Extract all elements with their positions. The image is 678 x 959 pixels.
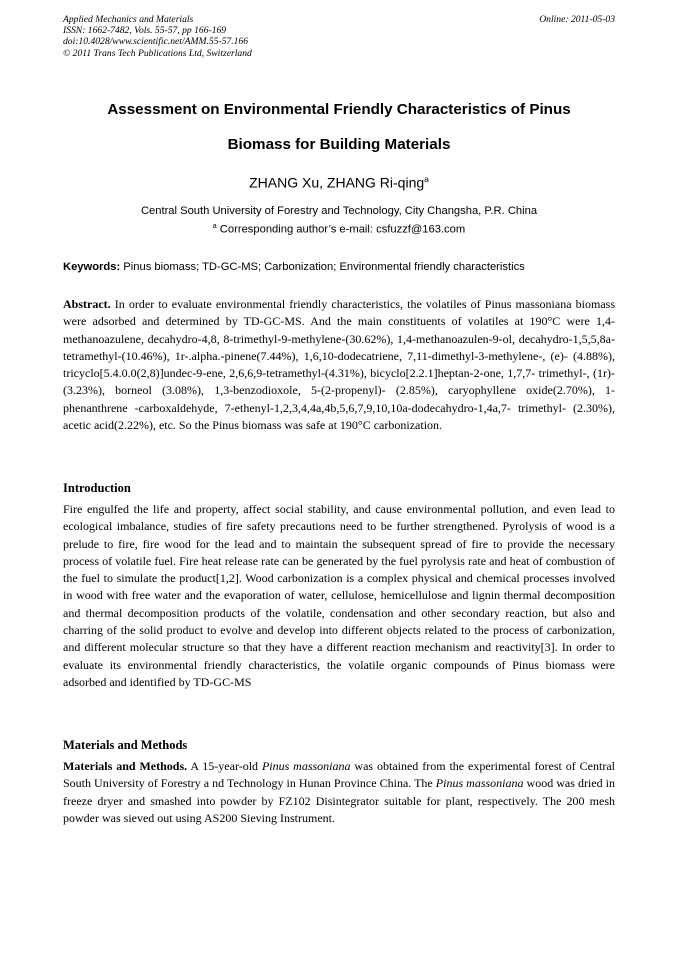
institution: Central South University of Forestry and Technology, City Changsha, P.R. China: [140, 205, 538, 217]
methods-text-c: wood was dried in freeze dryer and smashed into powder by FZ102 Disintegrator suitable for plant, respectively. The 200 mesh powder was sieved out using AS200 Sieving Instrument.: [63, 776, 615, 825]
doi[interactable]: doi:10.4028/www.scientific.net/AMM.55-57.166: [63, 36, 249, 48]
online-date: Online: 2011-05-03: [539, 14, 615, 25]
title-line-1: Assessment on Environmental Friendly Characteristics of Pinus: [107, 101, 571, 118]
issn: ISSN: 1662-7482, Vols. 55-57, pp 166-169: [63, 25, 227, 37]
keywords-label: Keywords:: [63, 261, 121, 273]
introduction-text: Fire engulfed the life and property, affect social stability, and cause environmental pollution, and even lead to ecological imbalance, studies of fire safety precautions need to be further strengthened. Pyrolysis of wood is a prelude to fire, fire wood for the lead and to maintain the subsequent spread of fire to provide the necessary process of volatile fuel. Fire heat release rate can be generated by the fuel pyrolysis rate and heat of combustion of the fuel to simulate the product[1,2]. Wood carbonization is a complex physical and chemical processes involved in wood with free water and the evaporation of water, cellulose, hemicellulose and lignin thermal decomposition and thermal decomposition products of the volatile, condensation and other secondary reaction, but also and charring of the solid product to evolve and develop into different objects related to the process of carbonization, and different molecular structure so that they have a different reaction mechanism and reactivity[3]. In order to evaluate its environmental friendly characteristics, the volatile organic compounds of Pinus biomass were adsorbed and identified by TD-GC-MS: [63, 502, 615, 689]
authors: [63, 174, 615, 191]
keywords-text: Pinus biomass; TD-GC-MS; Carbonization; Environmental friendly characteristics: [120, 261, 525, 273]
methods-label: Materials and Methods.: [63, 759, 188, 773]
introduction-heading: Introduction: [63, 481, 131, 495]
paper-title: [63, 92, 615, 162]
corresponding-author: [63, 219, 615, 238]
methods-heading: Materials and Methods: [63, 738, 188, 752]
species-name-2: Pinus massoniana: [435, 776, 524, 791]
keywords: [63, 259, 615, 275]
species-name-1: Pinus massoniana: [261, 759, 351, 773]
journal-name: Applied Mechanics and Materials: [63, 14, 194, 25]
author-superscript: a: [424, 174, 429, 184]
corresponding-email[interactable]: Corresponding author’s e-mail: csfuzzf@163.com: [216, 223, 466, 236]
affiliation: [63, 203, 615, 238]
methods-text-b: was obtained from the experimental forest of Central South University of Forestry a nd Technology in Hunan Province China. The: [63, 759, 615, 791]
journal-header: [63, 14, 615, 59]
copyright: © 2011 Trans Tech Publications Ltd, Switzerland: [63, 47, 252, 59]
methods-text: [63, 758, 615, 827]
title-line-2: Biomass for Building Materials: [227, 136, 451, 153]
abstract: [63, 296, 615, 434]
abstract-text: In order to evaluate environmental friendly characteristics, the volatiles of Pinus massoniana biomass were adsorbed and determined by TD-GC-MS. And the main constituents of volatiles at 190°C were 1,4-methanoazulene, decahydro-4,8, 8-trimethyl-9-methylene-(30.62%), 1,4-methanoazulen-9-ol, decahydro-1,5,5,8a-tetramethyl-(10.46%), 1r-.alpha.-pinene(7.44%), 1,6,10-dodecatriene, 7,11-dimethyl-3-methylene-, (e)- (4.88%), tricyclo[5.4.0.0(2,8)]undec-9-ene, 2,6,6,9-tetramethyl-(4.31%), bicyclo[2.2.1]heptan-2-one, 1,7,7- trimethyl-, (1r)- (3.23%), borneol (3.08%), 1,3-benzodioxole, 5-(2-propenyl)- (2.85%), caryophyllene oxide(2.70%), 1-phenanthrene -carboxaldehyde, 7-ethenyl-1,2,3,4,4a,4b,5,6,7,9,10,10a-dodecahydro-1,4a,7- trimethyl- (2.30%), acetic acid(2.22%), etc. So the Pinus biomass was safe at 190°C carbonization.: [63, 297, 615, 433]
abstract-label: Abstract.: [63, 297, 111, 311]
corresponding-superscript: a: [212, 223, 217, 230]
author-names: ZHANG Xu, ZHANG Ri-qing: [249, 174, 425, 191]
methods-text-a: A 15-year-old: [187, 759, 262, 773]
